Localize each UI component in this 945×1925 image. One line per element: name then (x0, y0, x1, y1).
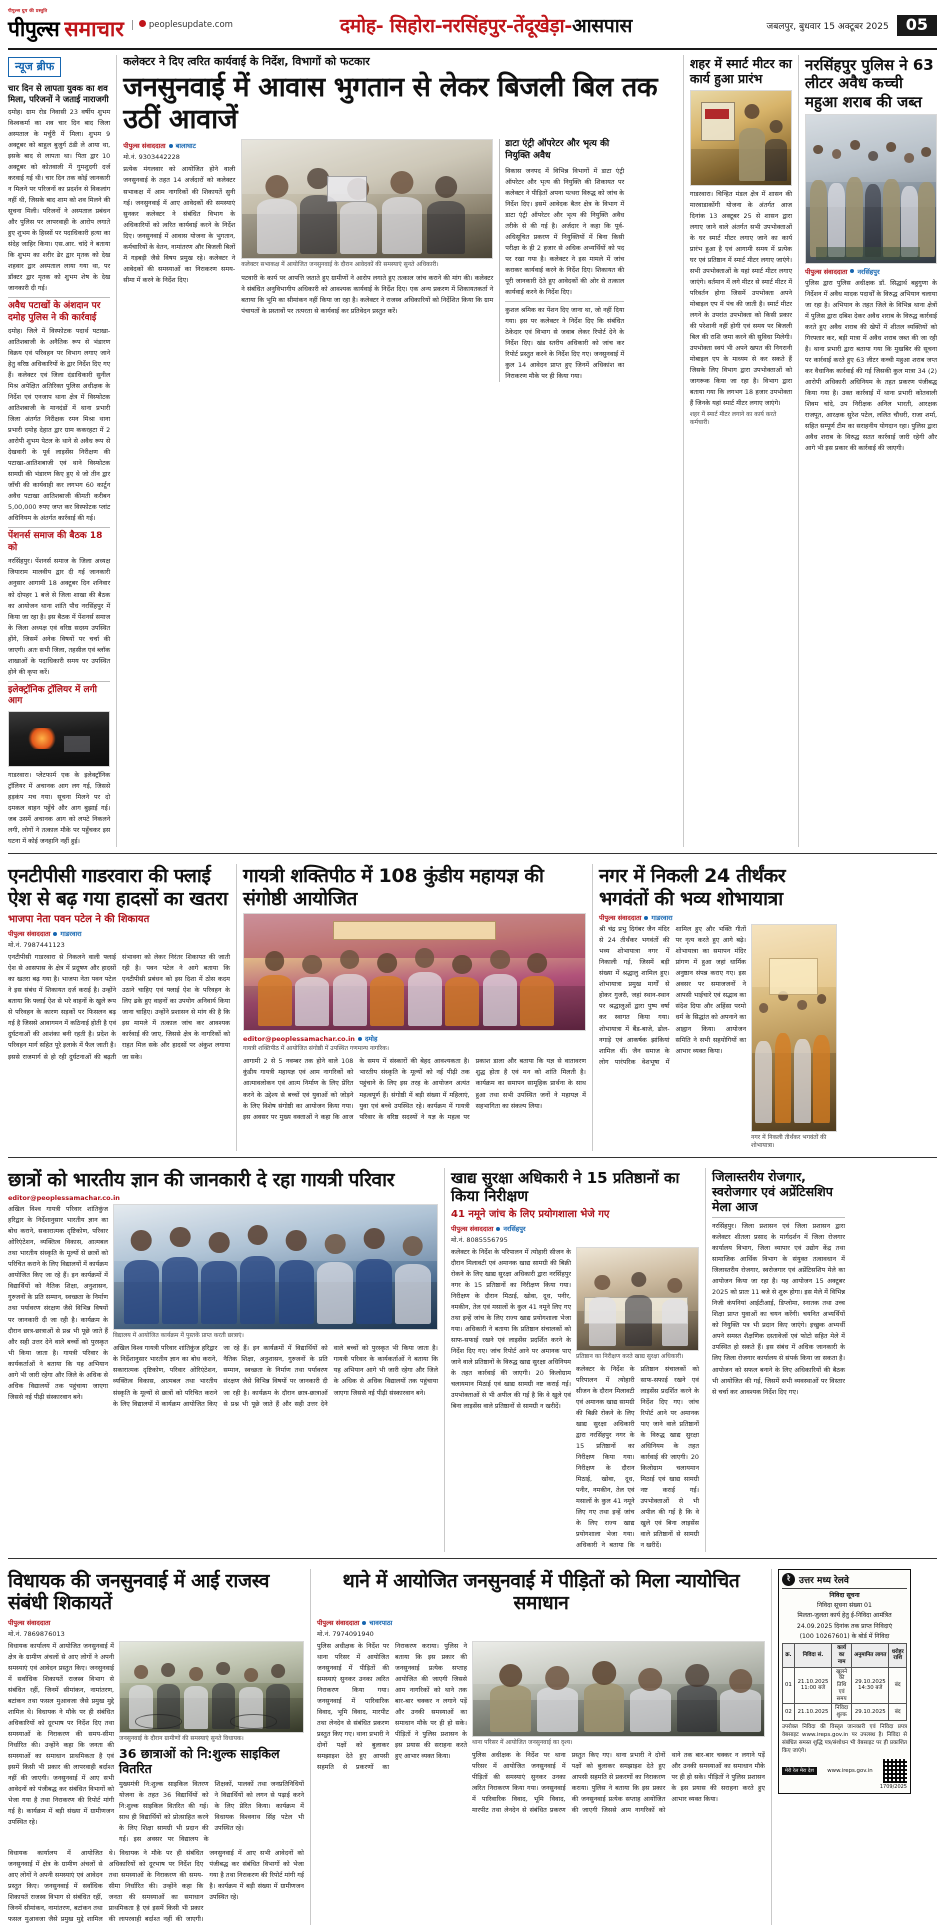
janasunwai-photo (241, 139, 493, 259)
lead-headline[interactable]: जनसुनवाई में आवास भुगतान से लेकर बिजली बिल तक उठीं आवाजें (123, 71, 658, 135)
ntpc-byline-name: पीपुल्स संवाददाता (8, 930, 51, 939)
ad-header (782, 1573, 907, 1589)
logo-word-primary: पीपुल्स (8, 16, 60, 41)
gayatri-school-photo-caption: विद्यालय में आयोजित कार्यक्रम में पुस्तकें प्राप्त करती छात्राएं। (113, 1332, 244, 1340)
lead-byline (123, 141, 235, 150)
bullet-icon (358, 1037, 362, 1041)
brief-body-3: नरसिंहपुर। पेंशनर्स समाज के जिला अध्यक्ष जियाराम मालवीय द्वार दी गई जानकारी अनुसार आगामी 18 अक्टूबर दिन शनिवार को दोपहर 1 बजे से जिला शाखा की बैठक का आयोजन थाना शांति पौध नरसिंहपुर में किया जा रहा है। इस बैठक में पेंशनर्स समाज के जिला अध्यक्ष एवं वरिष्ठ सदस्य उपस्थित होंगे, जिसमें अनेक विषयों पर चर्चा की जाएगी। अतः सभी जिला, तहसील एवं ब्लॉक शाखाओं के पदाधिकारी समय पर उपस्थित होने की कृपा करें। (8, 557, 111, 676)
table-header-row (783, 1644, 907, 1667)
gayatri-yagya-headline[interactable]: गायत्री शक्तिपीठ में 108 कुंडीय महायज्ञ की संगोष्ठी आयोजित (243, 864, 544, 910)
food-safety-story (444, 1168, 699, 1552)
cell-0-2: खुलने की तिथि एवं समय (832, 1667, 852, 1704)
divider (505, 301, 624, 302)
cell-0-4: बंद (889, 1667, 907, 1704)
vidhayak-body-a: विधायक कार्यालय में आयोजित जनसुनवाई में क्षेत्र के ग्रामीण अंचलों से आए लोगों ने अपनी समस्याएं एवं आवेदन प्रस्तुत किए। जनसुनवाई में सर्वाधिक शिकायतें राजस्व विभाग से संबंधित रहीं, जिनमें सीमांकन, नामांतरण, बटांकन तथा फसल मुआवजा जैसे प्रमुख मुद्दे शामिल थे। विधायक ने मौके पर ही संबंधित अधिकारियों को दूरभाष पर निर्देश दिए तथा समस्याओं के निराकरण की समय-सीमा निर्धारित की। उन्होंने कहा कि जनता की समस्याओं का समाधान प्राथमिकता है एवं इसमें किसी भी प्रकार की लापरवाही बर्दाश्त नहीं की जाएगी। जनसुनवाई में आए सभी आवेदनों को पंजीबद्ध कर संबंधित विभागों को भेजा गया है तथा निराकरण की रिपोर्ट मांगी गई है। कार्यक्रम में बड़ी संख्या में ग्रामीणजन उपस्थित रहे। (8, 1642, 114, 1827)
gayatri-school-headline[interactable]: छात्रों को भारतीय ज्ञान की जानकारी दे रहा गायत्री परिवार (8, 1168, 395, 1191)
police-liquor-body: पुलिस द्वारा पुलिस अधीक्षक डॉ. सिद्धार्थ बहुगुणा के निर्देशन में अवैध मादक पदार्थों के विरुद्ध अभियान चलाया जा रहा है। अभियान के तहत जिले के विभिन्न थाना क्षेत्रों में पुलिस द्वारा दबिश देकर अवैध शराब के विरुद्ध कार्रवाई करते हुए अवैध शराब की खेपों में शीतल व्यक्तियों को गिरफ्तार कर, बड़ी मात्रा में अवैध शराब जब्त की जा रही है। थाना प्रभारी द्वारा बताया गया कि मुखबिर की सूचना पर कार्रवाई करते हुए 63 लीटर कच्ची महुआ शराब जप्त कर वैधानिक कार्रवाई की गई जिसकी कुल मात्रा 34 (2) आरोपी अधिकारी अधिनियम के तहत प्रकरण पंजीबद्ध किया गया है। उक्त कार्रवाई में थाना प्रभारी कोतवाली शिवम चांदे, उप निरीक्षक अनिल भारती, आरक्षक राजपूत, आरक्षक सुरेश पटेल, ललित चौधरी, राजा शर्मा, सहित सम्पूर्ण टीम का सराहनीय योगदान रहा। पुलिस द्वारा अवैध शराब के विरुद्ध सतत कार्रवाई जारी रहेगी और आगे भी इस प्रकार की कार्रवाई की जाएगी। (805, 278, 938, 453)
police-liquor-byline-name: पीपुल्स संवाददाता (805, 267, 848, 276)
ad-subline-3: 24.09.2025 दिनांक तक प्राप्त निविदाएं (796, 1622, 893, 1630)
ad-subline-2: मिलता-जुलता कार्य हेतु ई-निविदा आमंत्रित (797, 1612, 892, 1620)
bullet-icon (53, 932, 57, 936)
shobha-yatra-byline (599, 913, 837, 922)
tender-table (782, 1643, 907, 1721)
gayatri-yagya-photo-caption: गायत्री शक्तिपीठ में आयोजित संगोष्ठी में उपस्थित गणमान्य नागरिक। (243, 1045, 390, 1053)
police-liquor-byline-place: नरसिंहपुर (857, 267, 880, 276)
cell-1-1: 21.10.2025 (794, 1704, 831, 1721)
ntpc-subhead: भाजपा नेता पवन पटेल ने की शिकायत (8, 914, 150, 926)
divider (712, 1217, 845, 1218)
gayatri-yagya-story (236, 864, 586, 1151)
cell-1-3: 29.10.2025 (852, 1704, 889, 1721)
thana-body-a: पुलिस अधीक्षक के निर्देश पर थाना परिसर में आयोजित जनसुनवाई में पीड़ितों की समस्याएं सुनकर उनका त्वरित निराकरण किया गया। जनसुनवाई में पारिवारिक विवाद, भूमि विवाद, मारपीट तथा लेनदेन से संबंधित प्रकरण प्रस्तुत किए गए। थाना प्रभारी ने दोनों पक्षों को बुलाकर समझाइश देते हुए आपसी सहमति से प्रकरणों का निराकरण कराया। पुलिस ने बताया कि इस प्रकार की जनसुनवाई प्रत्येक सप्ताह आयोजित की जाएगी जिससे आम नागरिकों को थाने तक बार-बार चक्कर न लगाने पड़ें और उनकी समस्याओं का समाधान मौके पर ही हो सके। पीड़ितों ने पुलिस प्रशासन के इस प्रयास की सराहना करते हुए आभार व्यक्त किया। (317, 1642, 467, 1772)
newspaper-logo[interactable] (8, 8, 240, 43)
website-url-text: peoplesupdate.com (148, 20, 233, 30)
thana-byline-place: चावरपाठा (369, 1619, 393, 1628)
table-row (783, 1667, 907, 1704)
gayatri-yagya-byline-place: दमोह (364, 1035, 378, 1044)
cell-1-4: बंद (889, 1704, 907, 1721)
vidhayak-contact: मो.नं. 7869876013 (8, 1630, 65, 1639)
ntpc-byline-place: गाडरवारा (60, 930, 82, 939)
cell-1-0: 02 (783, 1704, 795, 1721)
top-section (8, 55, 937, 847)
gayatri-school-photo (113, 1204, 438, 1330)
bottom-section (8, 1558, 937, 1925)
food-safety-photo (576, 1247, 699, 1351)
thana-contact: मो.नं. 7974091940 (317, 1630, 374, 1639)
th-3: अनुमानित लागत (852, 1644, 889, 1667)
railway-advertisement (771, 1569, 911, 1925)
brief-body-1: दमोह। ग्राम रोड निवासी 23 वर्षीय शुभम विश्वकर्मा का शव चार दिन बाद जिला अस्पताल के मर्चुरी में मिला। शुभम 9 अक्टूबर को बाहुल बुजुर्ग ठंडी ले आया था, इसके बाद से लापता था। पिता द्वार 10 अक्टूबर को कोतवाली में गुमशुदगी दर्ज करवाई गई थी। चार दिन तक कोई जानकारी न मिलने पर परिजनों का प्रदर्शन से विकलांग नहीं थी, जिसके बाद शाम को शव मिलने की सूचना मिली। परिजनों ने अस्पताल प्रबंधन और पुलिस पर लापरवाही के आरोप लगाते हुए शुभम के हिस्सों पर पदाधिकारी हत्या का संदेह जाहिर किया। एस.आर. चांदे ने बताया कि शुभम का शरीर ढेर द्वार मृतक को देख शहवार द्वार अस्पताल लाया गया था, पर डॉक्टर द्वार मृतक को शुभम शेष के देख जानकारी दी गई। (8, 107, 111, 293)
brief-body-4: गाडरवारा। प्लेटफार्म एक के इलेक्ट्रॉनिक ट्रॉलियर में अचानक आग लग गई, जिससे हड़कंप मच गया। सूचना मिलने पर दो दमकल वाहन पहुँचे और आग बुझाई गई। जब उसमें अचानक आग को लपटे निकलने लगी, लोगों ने तत्काल मौके पर पहुँचकर इस घटना में कोई जनहानि नहीं हुई। (8, 770, 111, 845)
thana-byline (317, 1618, 765, 1627)
shobha-yatra-headline[interactable]: नगर में निकली 24 तीर्थंकर भगवंतों की भव्य शोभायात्रा (599, 864, 786, 910)
fire-photo (8, 711, 110, 767)
vidhayak-photo (119, 1641, 304, 1733)
edition-title (240, 12, 732, 38)
gayatri-yagya-byline-name: editor@peoplessamachar.co.in (243, 1034, 355, 1043)
cycle-body: मुख्यमंत्री नि:शुल्क साइकिल वितरण योजना के तहत 36 विद्यार्थियों को नि:शुल्क साइकिल वितरित की गई। साथ ही विद्यार्थियों को प्रोत्साहित करने के लिए शिक्षा सामग्री भी प्रदान की गई। इस अवसर पर विद्यालय के शिक्षकों, पालकों तथा जनप्रतिनिधियों ने विद्यार्थियों को लगन से पढ़ाई करने के लिए प्रेरित किया। कार्यक्रम में विधायक विश्वनाथ सिंह पटेल भी उपस्थित रहे। (119, 1779, 304, 1843)
food-safety-body-b: कलेक्टर के निर्देश के परिपालन में त्योहारी सीजन के दौरान मिलावटी एवं अमानक खाद्य सामग्री की बिक्री रोकने के लिए खाद्य सुरक्षा अधिकारी द्वारा नरसिंहपुर नगर के 15 प्रतिष्ठानों का निरीक्षण किया गया। निरीक्षण के दौरान मिठाई, खोवा, दूध, पनीर, नमकीन, तेल एवं मसालों के कुल 41 नमूने लिए गए तथा इन्हें जांच के लिए राज्य खाद्य प्रयोगशाला भेजा गया। अधिकारी ने बताया कि प्रतिष्ठान संचालकों को साफ-सफाई रखने एवं लाइसेंस प्रदर्शित करने के निर्देश दिए गए। जांच रिपोर्ट आने पर अमानक पाए जाने वाले प्रतिष्ठानों के विरुद्ध खाद्य सुरक्षा अधिनियम के तहत कार्रवाई की जाएगी। 20 किलोग्राम चलायमान मिठाई एवं खाद्य सामग्री नष्ट कराई गई। उपभोक्ताओं से भी अपील की गई है कि वे खुले एवं बिना लाइसेंस वाले प्रतिष्ठानों से सामग्री न खरीदें। (576, 1365, 699, 1550)
tender-notice-ad[interactable] (778, 1569, 911, 1794)
bullet-icon (496, 1227, 500, 1231)
masthead-right (732, 15, 937, 36)
th-0: क्र. (783, 1644, 795, 1667)
lead-inset (499, 139, 624, 382)
bullet-icon (850, 269, 854, 273)
shobha-yatra-body: श्री चंद्र प्रभु दिगंबर जैन मंदिर से 24 तीर्थंकर भगवंतों की भव्य शोभायात्रा नगर में निकाली गई, जिसमें बड़ी संख्या में श्रद्धालु शामिल हुए। शोभायात्रा प्रमुख मार्गों से होकर गुजरी, जहां स्थान-स्थान पर श्रद्धालुओं द्वारा पुष्प वर्षा कर स्वागत किया गया। शोभायात्रा में बैंड-बाजे, ढोल-नगाड़े एवं आकर्षक झांकियां शामिल थीं। जैन समाज के लोग पारंपरिक वेशभूषा में शामिल हुए और भक्ति गीतों पर नृत्य करते हुए आगे बढ़े। शोभायात्रा का समापन मंदिर प्रांगण में हुआ जहां धार्मिक अनुष्ठान संपन्न कराए गए। इस अवसर पर समाजजनों ने आपसी भाईचारे एवं सद्भाव का संदेश दिया और अहिंसा परमो धर्म के सिद्धांत को अपनाने का आह्वान किया। आयोजन समिति ने सभी सहयोगियों का आभार व्यक्त किया। (599, 925, 746, 1066)
lead-inset-body: विकास जनपद में विभिन्न विभागों में डाटा एंट्री ऑपरेटर और भृत्य की नियुक्ति की शिकायत पर कलेक्टर ने पीड़ितों अपना पत्थरा विरुद्ध को जांच के निर्देश दिए। इसमें आवेदक बैतर क्षेत्र के विभाग में डाटा एंट्री ऑपरेटर और भृत्य की नियुक्ति अवैध तरीके से की गई है। अर्जदार ने कहा कि पूर्व-अधिसूचित प्रकरण में नियुक्तियों में बिना किसी परीक्षा के ही 2 हजार से अधिक अभ्यर्थियों को पद पर रखा गया है। कलेक्टर ने इस मामले में जांच कराकर कार्यवाई करने के निर्देश दिए। शिकायत की पूरी जानकारी देते हुए आवेदकों की ओर से तत्काल कार्यवाई करने के निर्देश दिए। (505, 166, 625, 297)
vidhayak-byline (8, 1618, 304, 1627)
smart-meter-headline[interactable]: शहर में स्मार्ट मीटर का कार्य हुआ प्रारंभ (689, 56, 792, 87)
vidhayak-story (8, 1569, 304, 1925)
ad-tagline: मेरी रेल मेरा देश (782, 1767, 817, 1775)
thana-body-b: पुलिस अधीक्षक के निर्देश पर थाना परिसर में आयोजित जनसुनवाई में पीड़ितों की समस्याएं सुनकर उनका त्वरित निराकरण किया गया। जनसुनवाई में पारिवारिक विवाद, भूमि विवाद, मारपीट तथा लेनदेन से संबंधित प्रकरण प्रस्तुत किए गए। थाना प्रभारी ने दोनों पक्षों को बुलाकर समझाइश देते हुए आपसी सहमति से प्रकरणों का निराकरण कराया। पुलिस ने बताया कि इस प्रकार की जनसुनवाई प्रत्येक सप्ताह आयोजित की जाएगी जिससे आम नागरिकों को थाने तक बार-बार चक्कर न लगाने पड़ें और उनकी समस्याओं का समाधान मौके पर ही हो सके। पीड़ितों ने पुलिस प्रशासन के इस प्रयास की सराहना करते हुए आभार व्यक्त किया। (472, 1751, 765, 1815)
ad-title: निविदा सूचना (829, 1591, 860, 1599)
logo-tagline: पीपुल्स ग्रुप की प्रस्तुति (8, 8, 48, 14)
page-number: 05 (897, 15, 937, 36)
bullet-icon (644, 916, 648, 920)
railway-logo-icon: रे (782, 1573, 795, 1586)
ad-subline-1: निविदा सूचना संख्या 01 (817, 1601, 872, 1609)
photo-background (114, 1205, 437, 1261)
gayatri-school-body-a: अखिल विश्व गायत्री परिवार शांतिकुंज हरिद्वार के निर्देशानुसार भारतीय ज्ञान का बोध कराने, सकारात्मक दृष्टिकोण, परिवार ओरिएंटेशन, व्यक्तित्व विकास, आत्मबल तथा भारतीय संस्कृति के मूल्यों से छात्रों को परिचित कराने के लिए विद्यालयों में कार्यक्रम आयोजित किए जा रहे हैं। इन कार्यक्रमों में विद्यार्थियों को नैतिक शिक्षा, अनुशासन, गुरुजनों के प्रति सम्मान, स्वच्छता के निर्माण तथा पर्यावरण संरक्षण जैसे विभिन्न विषयों पर जानकारी दी जा रही है। कार्यक्रम के दौरान छात्र-छात्राओं से प्रश्न भी पूछे जाते हैं और सही उत्तर देने वाले बच्चों को पुरस्कृत भी किया जाता है। गायत्री परिवार के कार्यकर्ताओं ने बताया कि यह अभियान आगे भी जारी रहेगा और जिले के अधिक से अधिक विद्यालयों तक पहुंचाया जाएगा जिससे नई पीढ़ी संस्कारवान बने। (8, 1205, 109, 1401)
police-liquor-byline (805, 267, 937, 276)
dateline: जबलपुर, बुधवार 15 अक्टूबर 2025 (766, 21, 889, 32)
shobha-yatra-photo-caption: नगर में निकली तीर्थंकर भगवंतों की शोभायात्रा। (751, 1134, 827, 1150)
thana-photo (472, 1641, 765, 1737)
divider (8, 297, 110, 298)
news-brief-badge: न्यूज ब्रीफ (8, 57, 61, 77)
qr-code-icon[interactable] (883, 1759, 907, 1783)
th-1: निविदा सं. (794, 1644, 831, 1667)
gayatri-school-byline (8, 1194, 438, 1202)
thana-story (310, 1569, 765, 1925)
bullet-icon (139, 20, 146, 27)
brief-title-4[interactable]: इलेक्ट्रॉनिक ट्रॉलियर में लगी आग (8, 684, 98, 707)
ntpc-contact: मो.नं. 7987441123 (8, 941, 65, 950)
vidhayak-byline-name: पीपुल्स संवाददाता (8, 1619, 51, 1628)
thana-photo-caption: थाना परिसर में आयोजित जनसुनवाई का दृश्य। (472, 1739, 573, 1747)
th-4: धरोहर राशि (889, 1644, 907, 1667)
cell-0-3: 29.10.2025 14:30 बजे (852, 1667, 889, 1704)
ad-code: 1709/2025 (879, 1783, 907, 1790)
smart-meter-story (683, 55, 792, 847)
second-section (8, 853, 937, 1151)
divider (8, 681, 110, 682)
website-url[interactable] (132, 20, 233, 30)
news-brief-column (8, 55, 110, 847)
shobha-yatra-photo (751, 924, 837, 1132)
food-safety-headline[interactable]: खाद्य सुरक्षा अधिकारी ने 15 प्रतिष्ठानों का किया निरीक्षण (451, 1168, 680, 1205)
vidhayak-body-b: विधायक कार्यालय में आयोजित जनसुनवाई में क्षेत्र के ग्रामीण अंचलों से आए लोगों ने अपनी समस्याएं एवं आवेदन प्रस्तुत किए। जनसुनवाई में सर्वाधिक शिकायतें राजस्व विभाग से संबंधित रहीं, जिनमें सीमांकन, नामांतरण, बटांकन तथा फसल मुआवजा जैसे प्रमुख मुद्दे शामिल थे। विधायक ने मौके पर ही संबंधित अधिकारियों को दूरभाष पर निर्देश दिए तथा समस्याओं के निराकरण की समय-सीमा निर्धारित की। उन्होंने कहा कि जनता की समस्याओं का समाधान प्राथमिकता है एवं इसमें किसी भी प्रकार की लापरवाही बर्दाश्त नहीं की जाएगी। जनसुनवाई में आए सभी आवेदनों को पंजीबद्ध कर संबंधित विभागों को भेजा गया है तथा निराकरण की रिपोर्ट मांगी गई है। कार्यक्रम में बड़ी संख्या में ग्रामीणजन उपस्थित रहे। (8, 1848, 304, 1923)
divider (8, 527, 110, 528)
edition-title-red: दमोह- सिहोरा-नरसिंहपुर-तेंदूखेड़ा- (339, 15, 573, 37)
ad-footer (782, 1759, 907, 1783)
lead-contact: मो.नं. 9303442228 (123, 153, 180, 162)
smart-meter-photo (690, 90, 792, 186)
lead-byline-place: बालाघाट (175, 142, 196, 151)
lead-body-mid: पटवारी के कार्य पर आपत्ति जताते हुए ग्रामीणों ने आरोप लगाते हुए तत्काल जांच कराने की मांग की। कलेक्टर ने संबंधित अनुविभागीय अधिकारी को आवश्यक कार्यवाई के निर्देश दिए। एक अन्य प्रकरण में शिकायतकर्ता ने बताया कि भूमि का सीमांकन नहीं किया जा रहा है। कलेक्टर ने राजस्व अधिकारियों को निर्देशित किया कि ग्राम पंचायतों के प्रस्तावों पर तत्परता से कार्यवाई कर प्रतिवेदन प्रस्तुत करें। (241, 273, 494, 315)
gayatri-yagya-photo (243, 913, 586, 1031)
vidhayak-photo-caption: जनसुनवाई के दौरान ग्रामीणों की समस्याएं सुनते विधायक। (119, 1735, 244, 1743)
smart-meter-photo-caption: शहर में स्मार्ट मीटर लगाने का कार्य करते कर्मचारी। (689, 410, 777, 426)
lead-kicker: कलेक्टर ने दिए त्वरित कार्यवाई के निर्देश, विभागों को फटकार (123, 55, 370, 68)
th-2: कार्य का नाम (832, 1644, 852, 1667)
rozgar-mela-story (705, 1168, 845, 1552)
bullet-icon (169, 144, 173, 148)
ntpc-story (8, 864, 230, 1151)
gayatri-yagya-body: आगामी 2 से 5 नवम्बर तक होने वाले 108 कुंडीय गायत्री महायज्ञ एवं आम नागरिकों को आत्मावलोकन एवं आत्म निर्माण के लिए प्रेरित करने के उद्देश्य से बच्चों एवं युवाओं को जोड़ने के लिए विशेष संगोष्ठी का आयोजन किया गया। इस अवसर पर मुख्य वक्ताओं ने कहा कि आज के समय में संस्कारों की बेहद आवश्यकता है। भारतीय संस्कृति के मूल्यों को नई पीढ़ी तक पहुंचाने के लिए इस तरह के आयोजन अत्यंत महत्वपूर्ण हैं। संगोष्ठी में बड़ी संख्या में महिलाएं, युवा एवं बच्चे उपस्थित रहे। कार्यक्रम में गायत्री परिवार के वरिष्ठ सदस्यों ने यज्ञ के महत्व पर प्रकाश डाला और बताया कि यज्ञ से वातावरण शुद्ध होता है एवं मन को शांति मिलती है। कार्यक्रम का समापन सामूहिक प्रार्थना के साथ हुआ तथा सभी उपस्थित जनों ने महायज्ञ में सहभागिता का संकल्प लिया। (243, 1057, 586, 1121)
rozgar-mela-body: नरसिंहपुर। जिला प्रशासन एवं जिला प्रशासन द्वारा कलेक्टर शीतला प्रसाद के मार्गदर्शन में जिला रोजगार कार्यालय विभाग, जिला व्यापार एवं उद्योग केंद्र तथा सामाजिक आर्थिक विभाग के संयुक्त तत्वावधान में जिलास्तरीय रोजगार, स्वरोजगार एवं अप्रेंटिसशिप मेले का आयोजन किया जा रहा है। यह आयोजन 15 अक्टूबर 2025 को प्रातः 11 बजे से शुरू होगा। इस मेले में विभिन्न निजी कंपनियां आईटीआई, डिप्लोमा, स्नातक तथा उच्च शिक्षा प्राप्त युवाओं का चयन करेंगी। चयनित अभ्यर्थियों को नियुक्ति पत्र भी प्रदान किए जाएंगे। इच्छुक अभ्यर्थी अपने समस्त शैक्षणिक दस्तावेजों एवं फोटो सहित मेले में उपस्थित हो सकते हैं। इस संबंध में अधिक जानकारी के लिए जिला रोजगार कार्यालय से संपर्क किया जा सकता है। आयोजन को सफल बनाने के लिए अधिकारियों की बैठक भी आयोजित की गई, जिसमें सभी व्यवस्थाओं पर विस्तार से चर्चा कर आवश्यक निर्देश दिए गए। (712, 1222, 845, 1396)
cycle-headline[interactable]: 36 छात्राओं को नि:शुल्क साइकिल वितरित (119, 1746, 280, 1777)
brief-title-1[interactable]: चार दिन से लापता युवक का शव मिला, परिजनों ने जताई नाराजगी (8, 83, 109, 104)
ad-org-name: उत्तर मध्य रेलवे (799, 1575, 849, 1586)
food-safety-contact: मो.नं. 8085556795 (451, 1236, 508, 1245)
photo-background (806, 115, 936, 182)
cell-1-2: निविदा शुल्क (832, 1704, 852, 1721)
ntpc-body: एनटीपीसी गाडरवारा से निकलने वाली फ्लाई ऐश से आसपास के क्षेत्र में प्रदूषण और हादसों का खतरा बढ़ गया है। भाजपा नेता पवन पटेल ने इस संबंध में शिकायत दर्ज कराई है। उन्होंने बताया कि फ्लाई ऐश से भरे वाहनों के खुले रूप से परिवहन के कारण सड़कों पर फिसलन बढ़ गई है जिससे आवागमन में कठिनाई होती है एवं दुर्घटनाओं की आशंका बनी रहती है। प्रदेश के परिवहन मार्ग सहित पूरे इलाके में फैल जाती है। इससे राजमार्ग से हो रही दुर्घटनाओं की बढ़ती संभावना को लेकर निरंतर शिकायत की जाती रही है। पवन पटेल ने आगे बताया कि एनटीपीसी प्रबंधन को इस दिशा में ठोस कदम उठाने चाहिए एवं फ्लाई ऐश के परिवहन के लिए ढके हुए वाहनों का उपयोग अनिवार्य किया जाना चाहिए। उन्होंने प्रशासन से मांग की है कि इस मामले में तत्काल जांच कर आवश्यक कार्रवाई की जाए, जिससे क्षेत्र के नागरिकों को राहत मिल सके और हादसों पर अंकुश लगाया जा सके। (8, 953, 230, 1061)
shobha-yatra-byline-name: पीपुल्स संवाददाता (599, 914, 642, 923)
shobha-yatra-byline-place: गाडरवारा (651, 914, 673, 923)
cell-0-1: 21.10.2025 11:00 बजे (794, 1667, 831, 1704)
gayatri-school-story (8, 1168, 438, 1552)
thana-headline[interactable]: थाने में आयोजित जनसुनवाई में पीड़ितों को मिला न्यायोचित समाधान (342, 1569, 740, 1615)
brief-title-2[interactable]: अवैध पटाखों के अंशदान पर दमोह पुलिस ने की कार्रवाई (8, 301, 101, 323)
ad-website[interactable]: www.ireps.gov.in (827, 1767, 873, 1774)
lead-inset-title: डाटा एंट्री ऑपरेटर और भृत्य की नियुक्ति अवैध (505, 139, 610, 162)
lead-body-left: प्रत्येक मंगलवार को आयोजित होने वाली जनसुनवाई के तहत 14 अर्जदारों को कलेक्टर सभाकक्ष में आम नागरिकों की शिकायतें सुनी गई। जनसुनवाई में आए आवेदकों की समस्याएं सुनकर कलेक्टर ने संबंधित विभाग के अधिकारियों को त्वरित कार्यवाई करने के निर्देश दिए। जनसुनवाई में आवास योजना के भुगतान, कर्मचारियों के वेतन, नामांतरण और बिजली बिलों में गड़बड़ी जैसे विषय प्रमुख रहे। कलेक्टर ने आवेदकों की समस्याओं का निराकरण समय-सीमा में करने के निर्देश दिए। (123, 165, 236, 284)
lead-story (116, 55, 677, 847)
gayatri-school-body-b: अखिल विश्व गायत्री परिवार शांतिकुंज हरिद्वार के निर्देशानुसार भारतीय ज्ञान का बोध कराने, सकारात्मक दृष्टिकोण, परिवार ओरिएंटेशन, व्यक्तित्व विकास, आत्मबल तथा भारतीय संस्कृति के मूल्यों से छात्रों को परिचित कराने के लिए विद्यालयों में कार्यक्रम आयोजित किए जा रहे हैं। इन कार्यक्रमों में विद्यार्थियों को नैतिक शिक्षा, अनुशासन, गुरुजनों के प्रति सम्मान, स्वच्छता के निर्माण तथा पर्यावरण संरक्षण जैसे विभिन्न विषयों पर जानकारी दी जा रही है। कार्यक्रम के दौरान छात्र-छात्राओं से प्रश्न भी पूछे जाते हैं और सही उत्तर देने वाले बच्चों को पुरस्कृत भी किया जाता है। गायत्री परिवार के कार्यकर्ताओं ने बताया कि यह अभियान आगे भी जारी रहेगा और जिले के अधिक से अधिक विद्यालयों तक पहुंचाया जाएगा जिससे नई पीढ़ी संस्कारवान बने। (113, 1344, 438, 1408)
brief-body-2: दमोह। जिले में विस्फोटक पदार्थ पटाखा-आतिशबाजी के अनैतिक रूप से भंडारण विक्रय एवं परिवहन पर विभाग लगाए जाने हेतु वरिष्ठ अधिकारियों के द्वार निर्देश दिए गए हैं। कलेक्टर एवं जिला दंडाधिकारी सुनील मिश्र अपेक्षित अतिरिक्त पुलिस अधीक्षक के निर्देश एवं एनजाप थाना क्षेत्र में विस्फोटक आतिशबाजी के मानदंडों में थाना प्रभारी जिला अंतर्गत निरीक्षक रमन मिश्रा थाना प्रभारी दमोह देहात द्वार ग्राम ककरहटा में 2 आरोपी शुभम पेटल के थाने से अवैध रूप से देखवारी के पूर्व लाइसेंस निरीक्षण की पटाखा-आतिशबाजी एवं थाने विस्फोटक सामग्री की भंडारण किए हुए थे जो तीन द्वार जाँची की कार्यवाही कर लगभग 60 कार्टून अवैध पटाखा आतिशबाजी कीमती करीबन 5,00,000 रुपए जप्त कर विस्फोटक प्लांट अधिनियम के अंतर्गत कार्रवाई की गई। (8, 327, 111, 523)
police-liquor-story (798, 55, 937, 847)
janasunwai-photo-caption: कलेक्टर सभाकक्ष में आयोजित जनसुनवाई के दौरान आवेदकों की समस्याएं सुनते अधिकारी। (241, 261, 439, 269)
table-row (783, 1704, 907, 1721)
lead-body-right: कुशल श्रमिक का पेंशन दिए जाना था, जो नहीं दिया गया। इस पर कलेक्टर ने निर्देश दिए कि संबंधित ठेकेदार एवं विभाग से जवाब लेकर रिपोर्ट देने के निर्देश दिए। खंड स्तरीय अधिकारी को जांच कर रिपोर्ट प्रस्तुत करने के निर्देश दिए गए। जनसुनवाई में कुल 14 आवेदन प्राप्त हुए जिनमें अधिकांश का निराकरण मौके पर ही किया गया। (505, 306, 625, 381)
ntpc-byline (8, 929, 230, 938)
bullet-icon (362, 1621, 366, 1625)
ad-subline-4: (100 10267601) के बोर्ड में निविदा (799, 1632, 890, 1640)
third-section (8, 1157, 937, 1552)
gayatri-school-byline-name: editor@peoplessamachar.co.in (8, 1194, 120, 1203)
shobha-yatra-story (592, 864, 837, 1151)
edition-title-black: आसपास (572, 15, 633, 37)
food-safety-body-a: कलेक्टर के निर्देश के परिपालन में त्योहारी सीजन के दौरान मिलावटी एवं अमानक खाद्य सामग्री की बिक्री रोकने के लिए खाद्य सुरक्षा अधिकारी द्वारा नरसिंहपुर नगर के 15 प्रतिष्ठानों का निरीक्षण किया गया। निरीक्षण के दौरान मिठाई, खोवा, दूध, पनीर, नमकीन, तेल एवं मसालों के कुल 41 नमूने लिए गए तथा इन्हें जांच के लिए राज्य खाद्य प्रयोगशाला भेजा गया। अधिकारी ने बताया कि प्रतिष्ठान संचालकों को साफ-सफाई रखने एवं लाइसेंस प्रदर्शित करने के निर्देश दिए गए। जांच रिपोर्ट आने पर अमानक पाए जाने वाले प्रतिष्ठानों के विरुद्ध खाद्य सुरक्षा अधिनियम के तहत कार्रवाई की जाएगी। 20 किलोग्राम चलायमान मिठाई एवं खाद्य सामग्री नष्ट कराई गई। उपभोक्ताओं से भी अपील की गई है कि वे खुले एवं बिना लाइसेंस वाले प्रतिष्ठानों से सामग्री न खरीदें। (451, 1248, 571, 1411)
food-safety-subhead: 41 नमूने जांच के लिए प्रयोगशाला भेजे गए (451, 1209, 610, 1221)
masthead (8, 6, 937, 50)
food-safety-photo-caption: प्रतिष्ठान का निरीक्षण करते खाद्य सुरक्षा अधिकारी। (576, 1353, 684, 1361)
rozgar-mela-headline[interactable]: जिलास्तरीय रोजगार, स्वरोजगार एवं अप्रेंटिसशिप मेला आज (712, 1168, 833, 1215)
police-liquor-headline[interactable]: नरसिंहपुर पुलिस ने 63 लीटर अवैध कच्ची महुआ शराब की जब्त (805, 56, 934, 111)
brief-title-3[interactable]: पेंशनर्स समाज की बैठक 18 को (8, 531, 103, 553)
food-safety-byline-name: पीपुल्स संवाददाता (451, 1225, 494, 1234)
smart-meter-body: गाडरवारा। चिन्हित मंडल क्षेत्र में शासन की मारवाडाकोंगी योजना के अंतर्गत आज दिनांक 13 अक्टूबर 25 से शासन द्वारा लगाए जाने वाले अंतर्गत सभी उपभोक्ताओं के घर स्मार्ट मीटर लगाए जाने का कार्य प्रारंभ हुआ है एवं आगामी समय में प्रत्येक घर एवं प्रतिष्ठान में स्मार्ट मीटर लगाए जाएंगे। सभी उपभोक्ताओं के यहां स्मार्ट मीटर लगाए जाएंगे। वर्तमान में लगे मीटर से स्मार्ट मीटर में परिवर्तन होगा जिसमें उपभोक्ता अपने मोबाइल एप में पंच की जाती है। स्मार्ट मीटर लगने के उपरांत उपभोक्ता को किसी प्रकार की परेशानी नहीं होगी एवं समय पर बिजली बिल की राशि जमा करने की सुविधा मिलेगी। उपभोक्ता स्वयं भी अपने खपत की निगरानी मोबाइल एप के माध्यम से कर सकते हैं जिसके लिए विभाग द्वारा उपभोक्ताओं को जागरूक किया जा रहा है। विभाग द्वारा बताया गया कि लगभग 18 हजार उपभोक्ता हैं जिनके यहां स्मार्ट मीटर लगाए जाएंगे। (689, 189, 793, 407)
thana-byline-name: पीपुल्स संवाददाता (317, 1619, 360, 1628)
lead-byline-name: पीपुल्स संवाददाता (123, 142, 166, 151)
vidhayak-headline[interactable]: विधायक की जनसुनवाई में आई राजस्व संबंधी शिकायतें (8, 1569, 270, 1615)
ad-note: उपरोक्त निविदा की विस्तृत जानकारी एवं निविदा प्रपत्र वेबसाइट www.ireps.gov.in पर उपलब्ध है। निविदा से संबंधित समस्त शुद्धि पत्र/संशोधन भी वेबसाइट पर ही प्रकाशित किए जाएंगे। (782, 1723, 907, 1754)
food-safety-byline-place: नरसिंहपुर (503, 1225, 526, 1234)
cell-0-0: 01 (783, 1667, 795, 1704)
police-liquor-photo (805, 114, 937, 264)
ntpc-headline[interactable]: एनटीपीसी गाडरवारा की फ्लाई ऐश से बढ़ गया हादसों का खतरा (8, 864, 228, 910)
food-safety-byline (451, 1224, 699, 1233)
gayatri-yagya-byline (243, 1034, 586, 1043)
logo-word-secondary: समाचार (64, 16, 124, 41)
